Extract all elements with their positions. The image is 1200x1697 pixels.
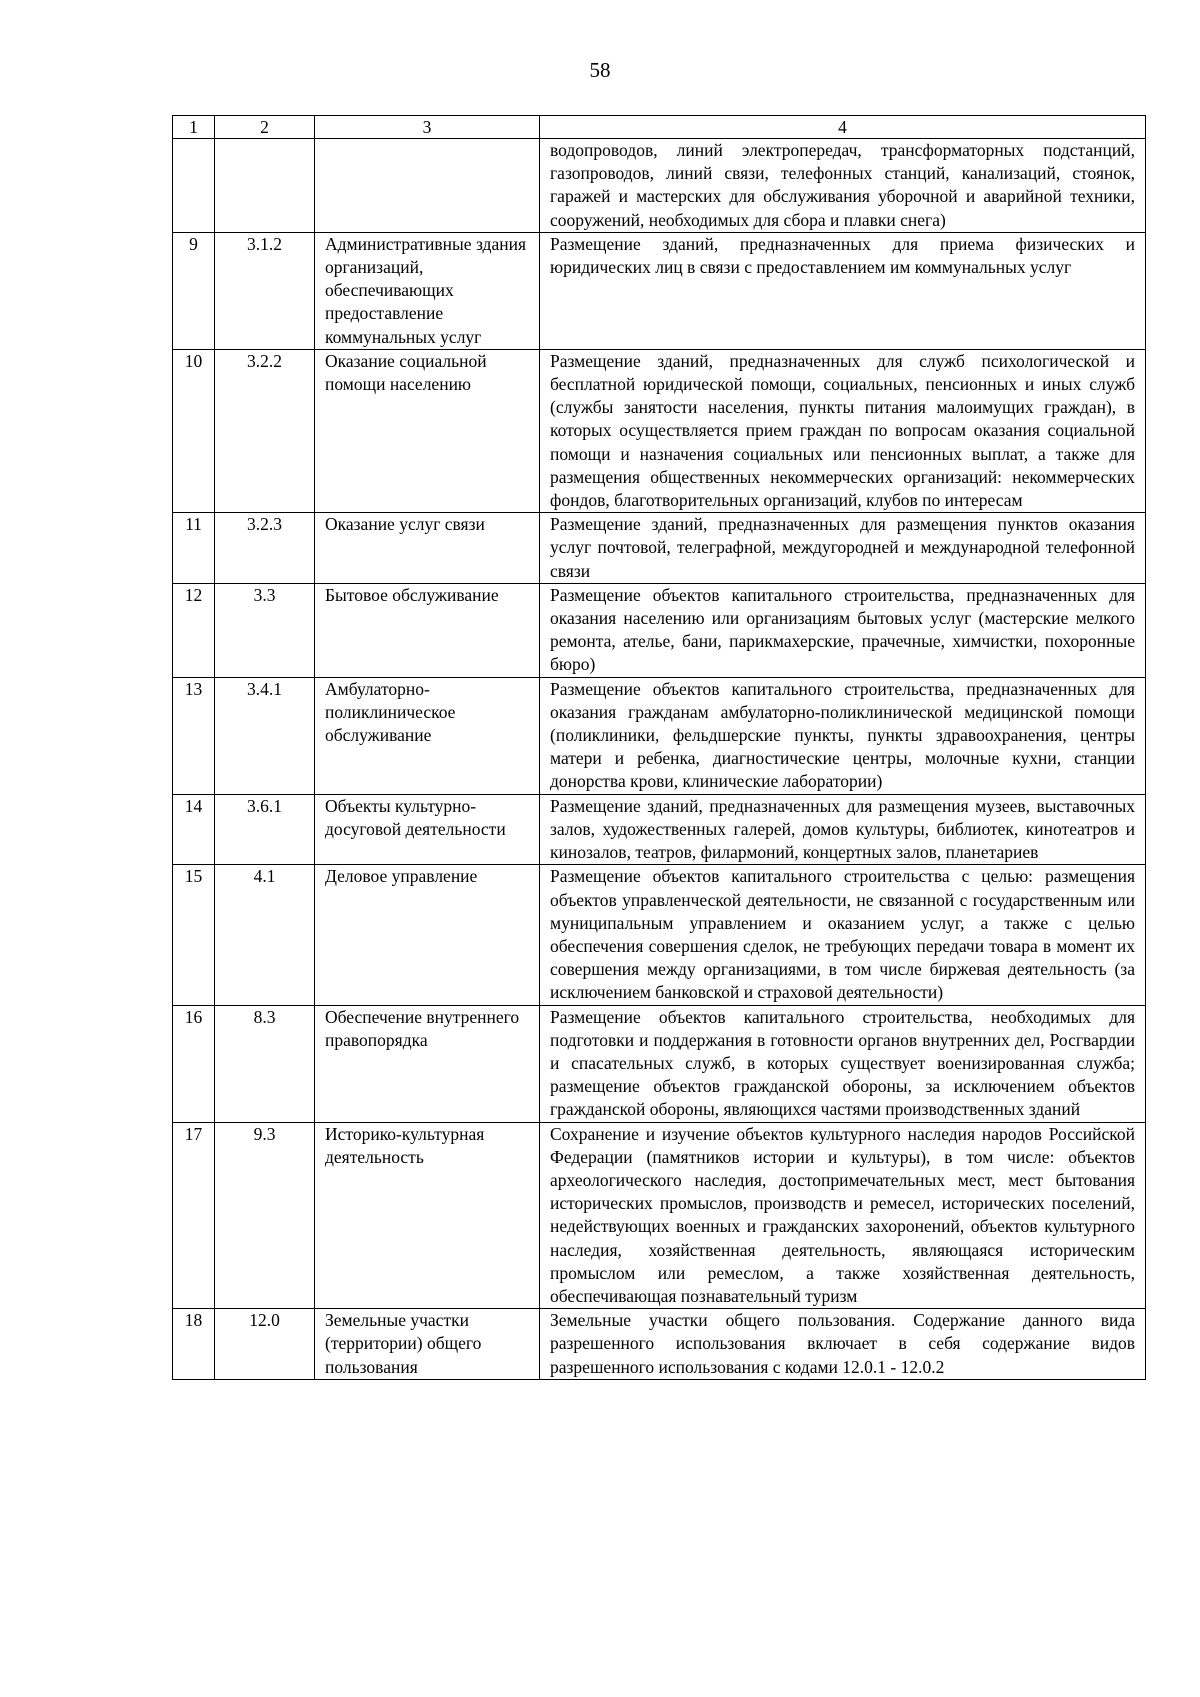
row-code: 3.4.1	[215, 677, 315, 794]
header-cell: 3	[315, 116, 540, 139]
row-number: 17	[173, 1122, 215, 1309]
row-name	[315, 139, 540, 233]
table-header-row	[173, 116, 1146, 139]
table-row	[173, 865, 1146, 1005]
table-row	[173, 349, 1146, 512]
row-number: 10	[173, 349, 215, 512]
row-name: Земельные участки (территории) общего пользования	[315, 1309, 540, 1380]
table-row	[173, 677, 1146, 794]
row-description: Размещение объектов капитального строительства, предназначенных для оказания гражданам амбулаторно-поликлинической медицинской помощи (поликлиники, фельдшерские пункты, пункты здравоохранения, центры матери и ребенка, диагностические центры, молочные кухни, станции донорства крови, клинические лаборатории)	[540, 677, 1146, 794]
table-row	[173, 139, 1146, 233]
row-description: Размещение зданий, предназначенных для служб психологической и бесплатной юридической помощи, социальных, пенсионных и иных служб (службы занятости населения, пункты питания малоимущих граждан), в которых осуществляется прием граждан по вопросам оказания социальной помощи и назначения социальных или пенсионных выплат, а также для размещения общественных некоммерческих организаций: некоммерческих фондов, благотворительных организаций, клубов по интересам	[540, 349, 1146, 512]
page-number: 58	[589, 58, 611, 82]
row-description: Размещение объектов капитального строительства, предназначенных для оказания населению или организациям бытовых услуг (мастерские мелкого ремонта, ателье, бани, парикмахерские, прачечные, химчистки, похоронные бюро)	[540, 583, 1146, 677]
row-description: Размещение объектов капитального строительства с целью: размещения объектов управленческой деятельности, не связанной с государственным или муниципальным управлением и оказанием услуг, а также с целью обеспечения совершения сделок, не требующих передачи товара в момент их совершения между организациями, в том числе биржевая деятельность (за исключением банковской и страховой деятельности)	[540, 865, 1146, 1005]
header-cell: 1	[173, 116, 215, 139]
row-number: 15	[173, 865, 215, 1005]
row-code: 3.2.2	[215, 349, 315, 512]
row-description: Размещение зданий, предназначенных для размещения пунктов оказания услуг почтовой, телеграфной, междугородней и международной телефонной связи	[540, 513, 1146, 584]
row-name: Оказание социальной помощи населению	[315, 349, 540, 512]
row-name: Административные здания организаций, обеспечивающих предоставление коммунальных услуг	[315, 232, 540, 349]
row-name: Бытовое обслуживание	[315, 583, 540, 677]
row-number: 13	[173, 677, 215, 794]
row-name: Обеспечение внутреннего правопорядка	[315, 1005, 540, 1122]
row-description: Земельные участки общего пользования. Содержание данного вида разрешенного использования включает в себя содержание видов разрешенного использования с кодами 12.0.1 - 12.0.2	[540, 1309, 1146, 1380]
row-description: Размещение зданий, предназначенных для приема физических и юридических лиц в связи с предоставлением им коммунальных услуг	[540, 232, 1146, 349]
row-code: 8.3	[215, 1005, 315, 1122]
row-number	[173, 139, 215, 233]
row-description: Размещение объектов капитального строительства, необходимых для подготовки и поддержания в готовности органов внутренних дел, Росгвардии и спасательных служб, в которых существует военизированная служба; размещение объектов гражданской обороны, за исключением объектов гражданской обороны, являющихся частями производственных зданий	[540, 1005, 1146, 1122]
row-number: 9	[173, 232, 215, 349]
header-cell: 2	[215, 116, 315, 139]
table-row	[173, 1005, 1146, 1122]
table-row	[173, 794, 1146, 865]
row-number: 16	[173, 1005, 215, 1122]
header-cell: 4	[540, 116, 1146, 139]
row-number: 18	[173, 1309, 215, 1380]
table-row	[173, 1122, 1146, 1309]
row-name: Историко-культурная деятельность	[315, 1122, 540, 1309]
row-name: Оказание услуг связи	[315, 513, 540, 584]
land-use-table	[172, 115, 1146, 1380]
row-code: 3.1.2	[215, 232, 315, 349]
row-code: 4.1	[215, 865, 315, 1005]
row-code: 3.3	[215, 583, 315, 677]
row-name: Деловое управление	[315, 865, 540, 1005]
row-description: водопроводов, линий электропередач, трансформаторных подстанций, газопроводов, линий связи, телефонных станций, канализаций, стоянок, гаражей и мастерских для обслуживания уборочной и аварийной техники, сооружений, необходимых для сбора и плавки снега)	[540, 139, 1146, 233]
row-name: Амбулаторно-поликлиническое обслуживание	[315, 677, 540, 794]
row-code: 12.0	[215, 1309, 315, 1380]
row-code: 3.6.1	[215, 794, 315, 865]
row-code: 3.2.3	[215, 513, 315, 584]
row-number: 12	[173, 583, 215, 677]
table-row	[173, 1309, 1146, 1380]
table-row	[173, 513, 1146, 584]
row-number: 11	[173, 513, 215, 584]
table-row	[173, 232, 1146, 349]
row-name: Объекты культурно-досуговой деятельности	[315, 794, 540, 865]
row-number: 14	[173, 794, 215, 865]
row-description: Размещение зданий, предназначенных для размещения музеев, выставочных залов, художественных галерей, домов культуры, библиотек, кинотеатров и кинозалов, театров, филармоний, концертных залов, планетариев	[540, 794, 1146, 865]
row-code	[215, 139, 315, 233]
table-row	[173, 583, 1146, 677]
row-code: 9.3	[215, 1122, 315, 1309]
row-description: Сохранение и изучение объектов культурного наследия народов Российской Федерации (памятников истории и культуры), в том числе: объектов археологического наследия, достопримечательных мест, мест бытования исторических промыслов, производств и ремесел, исторических поселений, недействующих военных и гражданских захоронений, объектов культурного наследия, хозяйственная деятельность, являющаяся историческим промыслом или ремеслом, а также хозяйственная деятельность, обеспечивающая познавательный туризм	[540, 1122, 1146, 1309]
